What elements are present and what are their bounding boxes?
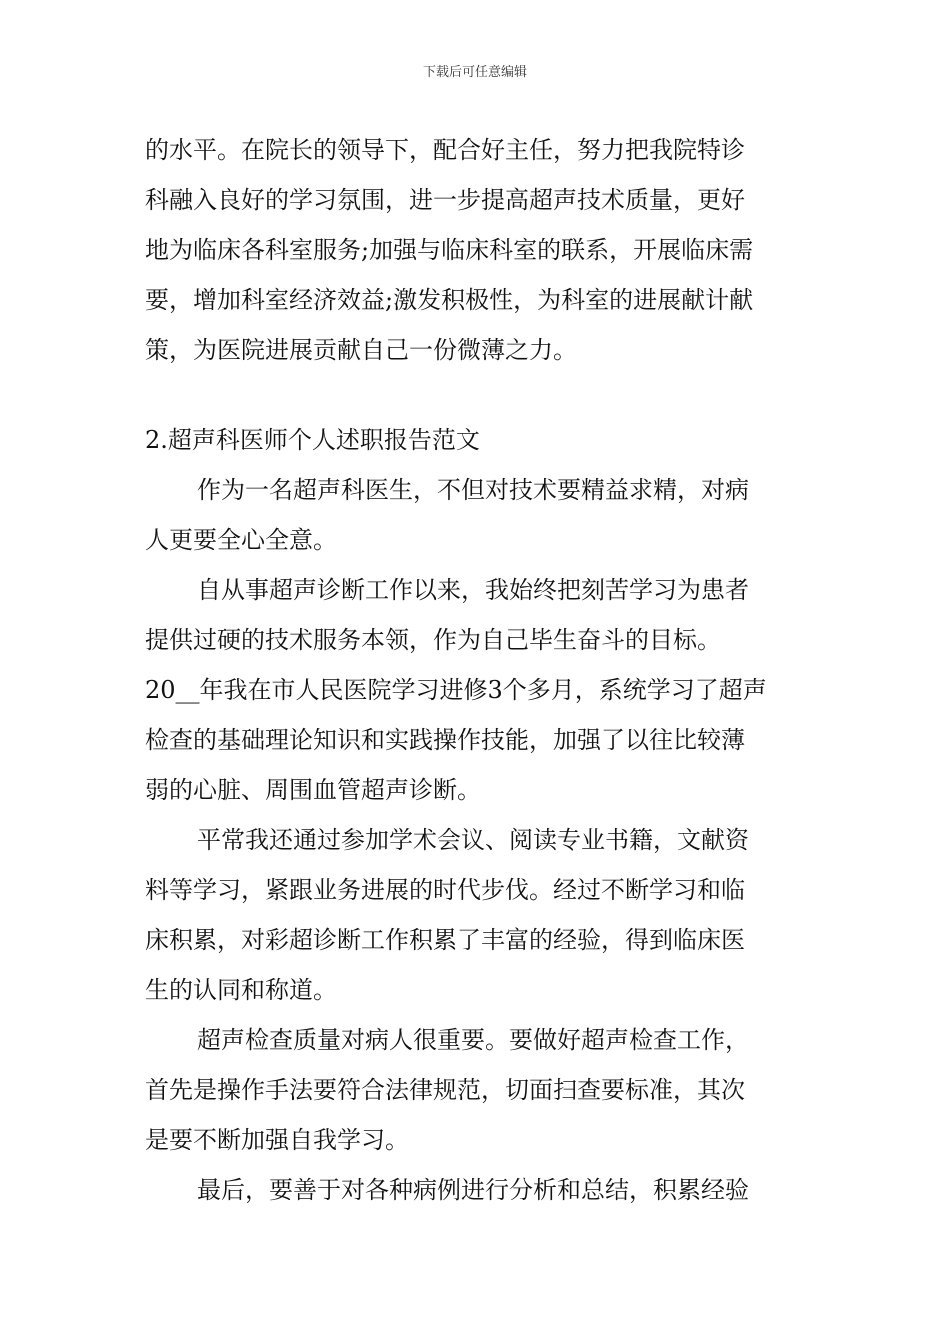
document-body — [145, 125, 810, 1215]
text-line: 最后，要善于对各种病例进行分析和总结，积累经验 — [197, 1176, 749, 1204]
text-line: 20__年我在市人民医院学习进修3个多月，系统学习了超声 — [145, 676, 767, 704]
body-paragraph — [145, 815, 810, 1015]
text-line: 提供过硬的技术服务本领，作为自己毕生奋斗的目标。 — [145, 626, 721, 654]
body-paragraph — [145, 1165, 810, 1215]
text-line: 平常我还通过参加学术会议、阅读专业书籍，文献资 — [197, 826, 749, 854]
section-heading: 2.超声科医师个人述职报告范文 — [145, 426, 480, 454]
text-line: 地为临床各科室服务;加强与临床科室的联系，开展临床需 — [145, 236, 754, 264]
section-spacer — [145, 375, 810, 415]
text-line: 首先是操作手法要符合法律规范，切面扫查要标准，其次 — [145, 1076, 745, 1104]
text-line: 人更要全心全意。 — [145, 526, 337, 554]
text-line: 超声检查质量对病人很重要。要做好超声检查工作， — [197, 1026, 749, 1054]
text-line: 是要不断加强自我学习。 — [145, 1126, 409, 1154]
text-line: 床积累，对彩超诊断工作积累了丰富的经验，得到临床医 — [145, 926, 745, 954]
text-line: 科融入良好的学习氛围，进一步提高超声技术质量，更好 — [145, 186, 745, 214]
body-paragraph — [145, 565, 810, 815]
text-line: 要，增加科室经济效益;激发积极性，为科室的进展献计献 — [145, 286, 754, 314]
text-line: 料等学习，紧跟业务进展的时代步伐。经过不断学习和临 — [145, 876, 745, 904]
intro-paragraph — [145, 125, 810, 375]
text-line: 的水平。在院长的领导下，配合好主任，努力把我院特诊 — [145, 136, 745, 164]
text-line: 自从事超声诊断工作以来，我始终把刻苦学习为患者 — [197, 576, 749, 604]
body-paragraph — [145, 1015, 810, 1165]
body-paragraph — [145, 465, 810, 565]
text-line: 检查的基础理论知识和实践操作技能，加强了以往比较薄 — [145, 726, 745, 754]
text-line: 弱的心脏、周围血管超声诊断。 — [145, 776, 481, 804]
text-line: 作为一名超声科医生，不但对技术要精益求精，对病 — [197, 476, 749, 504]
page-header-note: 下载后可任意编辑 — [422, 65, 527, 80]
text-line: 生的认同和称道。 — [145, 976, 337, 1004]
text-line: 策，为医院进展贡献自己一份微薄之力。 — [145, 336, 577, 364]
